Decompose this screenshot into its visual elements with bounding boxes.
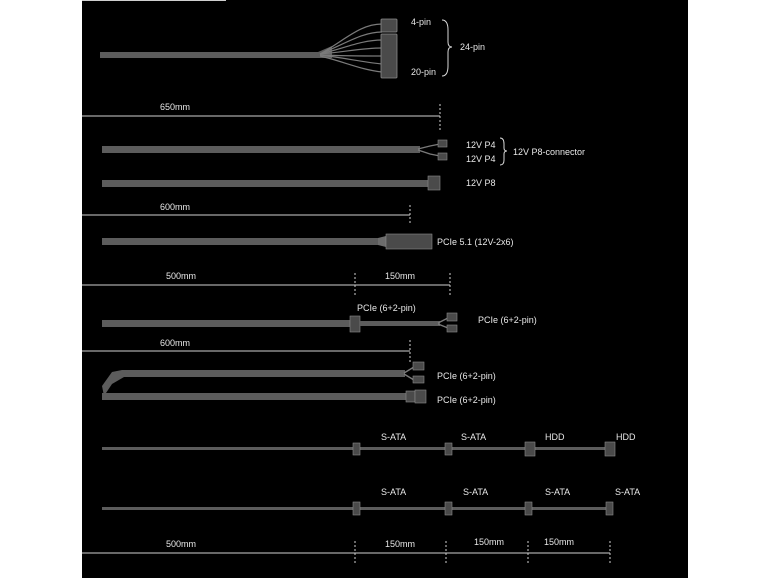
sata-hdd-connector-2 [445, 443, 452, 455]
dim-500-a-label: 500mm [166, 271, 197, 281]
dim-600-b [82, 340, 410, 362]
hdd-label-1: HDD [545, 432, 565, 442]
sata-hdd-label-1: S-ATA [381, 432, 407, 442]
pcie51-neck [378, 236, 386, 247]
atx-brace [442, 20, 452, 76]
sata-label-2: S-ATA [463, 487, 489, 497]
sata-label-4: S-ATA [615, 487, 641, 497]
sata-connector-2 [445, 502, 452, 515]
eps-p8-connector [428, 176, 440, 190]
dim-bottom [82, 541, 610, 565]
atx-24pin-cable [100, 17, 485, 78]
eps-p8-label: 12V P8 [466, 178, 496, 188]
eps-split-cable [102, 138, 585, 165]
dim-600-a [82, 205, 410, 225]
hdd-connector-1 [525, 442, 535, 456]
sata-hdd-connector-1 [353, 443, 360, 455]
hdd-connector-2 [605, 442, 615, 456]
pcie-daisy-mid-connector [350, 316, 360, 332]
dim-150-c-label: 150mm [474, 537, 505, 547]
pcie51-sleeve [102, 238, 380, 245]
pcie51-connector [386, 234, 432, 249]
atx-4pin-label: 4-pin [411, 17, 432, 27]
sata-cable [102, 487, 640, 515]
sata-connector-3 [525, 502, 532, 515]
pcie-split-upper-sleeve [102, 370, 405, 396]
pcie-daisy-mid-label: PCIe (6+2-pin) [357, 303, 416, 313]
atx-4pin-connector [381, 19, 397, 32]
pcie51-cable [102, 234, 514, 249]
eps-p8-sleeve [102, 180, 428, 187]
eps-group-label: 12V P8-connector [513, 147, 586, 157]
eps-brace [500, 138, 507, 165]
pcie-split-upper-2pin [413, 376, 424, 383]
eps-p8-cable [102, 176, 496, 190]
eps-p4-top-label: 12V P4 [466, 140, 496, 150]
sata-connector-1 [353, 502, 360, 515]
eps-p4-top-connector [438, 140, 447, 147]
sata-label-3: S-ATA [545, 487, 571, 497]
hdd-label-2: HDD [616, 432, 636, 442]
sata-connector-4 [606, 502, 613, 515]
atx-wire-fan [320, 24, 382, 72]
sata-hdd-label-2: S-ATA [461, 432, 487, 442]
pcie-split-cable [102, 362, 496, 405]
eps-p4-bottom-connector [438, 153, 447, 160]
eps-split-wires [418, 144, 440, 156]
eps-p4-bottom-label: 12V P4 [466, 154, 496, 164]
atx-20pin-connector [381, 34, 397, 78]
pcie-split-lower-sleeve [102, 393, 408, 400]
sata-label-1: S-ATA [381, 487, 407, 497]
dim-600-a-label: 600mm [160, 202, 191, 212]
sata-hdd-cable [102, 432, 636, 456]
pcie-daisy-cable [102, 303, 537, 332]
dim-150-d-label: 150mm [544, 537, 575, 547]
dim-650 [82, 104, 440, 130]
pcie-daisy-end-label: PCIe (6+2-pin) [478, 315, 537, 325]
eps-split-sleeve [102, 146, 420, 153]
dim-150-b-label: 150mm [385, 539, 416, 549]
pcie-daisy-sleeve-2 [360, 321, 440, 326]
pcie-daisy-end-6pin [447, 313, 457, 321]
pcie-split-upper-6pin [413, 362, 424, 370]
pcie51-label: PCIe 5.1 (12V-2x6) [437, 237, 514, 247]
pcie-split-lower-2pin [406, 391, 415, 402]
pcie-split-upper-wires [404, 367, 414, 380]
pcie-split-lower-6pin [415, 390, 426, 403]
dim-150-a-label: 150mm [385, 271, 416, 281]
pcie-split-upper-label: PCIe (6+2-pin) [437, 371, 496, 381]
dim-650-label: 650mm [160, 102, 191, 112]
atx-20pin-label: 20-pin [411, 67, 437, 77]
pcie-daisy-sleeve-1 [102, 320, 354, 327]
pcie-split-lower-label: PCIe (6+2-pin) [437, 395, 496, 405]
pcie-daisy-end-2pin [447, 325, 457, 332]
pcie-daisy-split-wires [438, 318, 448, 328]
atx-cable-sleeve [100, 46, 332, 58]
atx-24pin-label: 24-pin [460, 42, 486, 52]
dim-500-b-label: 500mm [166, 539, 197, 549]
dim-600-b-label: 600mm [160, 338, 191, 348]
